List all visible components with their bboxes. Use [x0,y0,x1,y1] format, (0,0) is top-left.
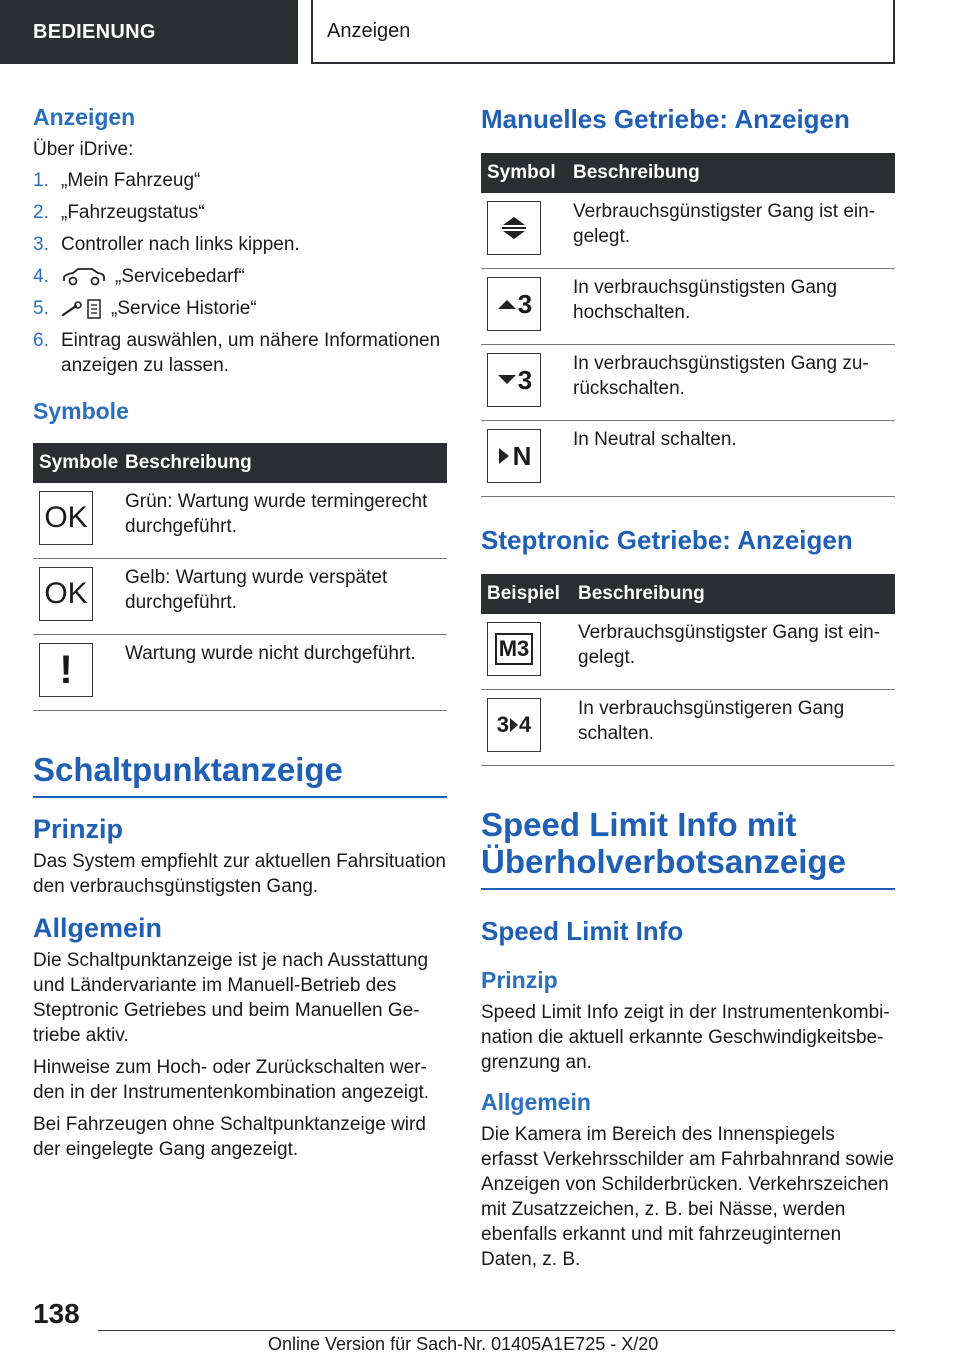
table-row: 3 4 In verbrauchsgünstigeren Gang schalten. [481,690,895,766]
speed-limit-heading: Speed Limit Info mit Überholverbotsanzeige [481,806,895,890]
prinzip-heading: Prinzip [33,814,124,844]
list-item: 5. „Service Historie“ [33,298,257,319]
allgemein-heading: Allgemein [481,1089,591,1115]
table-row: M3 Verbrauchsgünstigster Gang ist eingelegt. [481,614,895,690]
list-item: 3. Controller nach links kippen. [33,234,300,255]
shift-3-to-4-icon: 3 4 [487,698,541,752]
steptronic-table [481,574,895,766]
table-row: N In Neutral schalten. [481,421,895,497]
anzeigen-steps [33,168,447,378]
upshift-icon: 3 [487,277,541,331]
m3-gear-icon: M3 [487,622,541,676]
allgemein-text: Die Schaltpunktanzeige ist je nach Ausstattung und Ländervariante im Manuell-Betrieb des Steptronic Getriebes und beim Manuellen Getriebe aktiv. [33,950,429,1046]
section-tab: BEDIENUNG [0,0,298,64]
exclamation-icon: ! [39,643,93,697]
table-row: ! Wartung wurde nicht durchgeführt. [33,635,447,711]
downshift-icon: 3 [487,353,541,407]
allgemein-text: Bei Fahrzeugen ohne Schaltpunktanzeige wird der eingelegte Gang angezeigt. [33,1114,426,1160]
symbole-heading: Symbole [33,398,129,424]
ok-green-icon: OK [39,491,93,545]
symbole-table [33,443,447,711]
table-row: OK Gelb: Wartung wurde verspätet durchgeführt. [33,559,447,635]
right-column [481,96,895,1272]
prinzip-text: Das System empfiehlt zur aktuellen Fahrsituation den verbrauchsgünstigsten Gang. [33,851,446,897]
left-column [33,96,447,1162]
anzeigen-intro: Über iDrive: [33,139,134,160]
list-item: 2. „Fahrzeugstatus“ [33,202,205,223]
allgemein-text: Hinweise zum Hoch- oder Zurückschalten werden in der Instrumentenkombination angezeigt. [33,1057,430,1103]
table-header: Beispiel Beschreibung [481,574,895,614]
table-header: Symbole Beschreibung [33,443,447,483]
anzeigen-heading: Anzeigen [33,104,136,130]
prinzip-text: Speed Limit Info zeigt in der Instrumentenkombination die aktuell erkannte Geschwindigkeitsbegrenzung an. [481,1002,890,1073]
manuell-heading: Manuelles Getriebe: Anzeigen [481,104,850,134]
table-row: 3 In verbrauchsgünstigsten Gang zurückschalten. [481,345,895,421]
allgemein-text: Die Kamera im Bereich des Innenspiegels erfasst Verkehrsschilder am Fahrbahnrand sowie Anzeigen von Schilderbrücken. Verkehrszeichen mit Zusatzzeichen, z. B. bei Nässe, werden ebenfalls erkannt und mit fahrzeuginternen Daten, z. B. [481,1124,894,1270]
table-row: 3 In verbrauchsgünstigsten Gang hochschalten. [481,269,895,345]
footer-divider [98,1330,895,1331]
list-item: 4. „Servicebedarf“ [33,266,245,287]
service-history-icon [61,298,103,320]
optimal-gear-icon [487,201,541,255]
footer-text: Online Version für Sach-Nr. 01405A1E725 - X/20 [268,1334,659,1354]
table-header: Symbol Beschreibung [481,153,895,193]
allgemein-heading: Allgemein [33,913,163,943]
car-icon [61,267,107,287]
table-row: Verbrauchsgünstigster Gang ist eingelegt. [481,193,895,269]
page-number: 138 [33,1298,80,1329]
neutral-icon: N [487,429,541,483]
ok-yellow-icon: OK [39,567,93,621]
list-item: 1. „Mein Fahrzeug“ [33,170,201,191]
page-header [0,0,960,66]
steptronic-heading: Steptronic Getriebe: Anzeigen [481,525,853,555]
speed-limit-subheading: Speed Limit Info [481,916,684,946]
schaltpunkt-heading: Schaltpunktanzeige [33,751,447,798]
table-row: OK Grün: Wartung wurde termingerecht durchgeführt. [33,483,447,559]
header-title: Anzeigen [311,0,895,64]
list-item: 6. Eintrag auswählen, um nähere Informationen anzeigen zu lassen. [33,330,441,376]
manuell-table [481,153,895,497]
prinzip-heading: Prinzip [481,967,558,993]
